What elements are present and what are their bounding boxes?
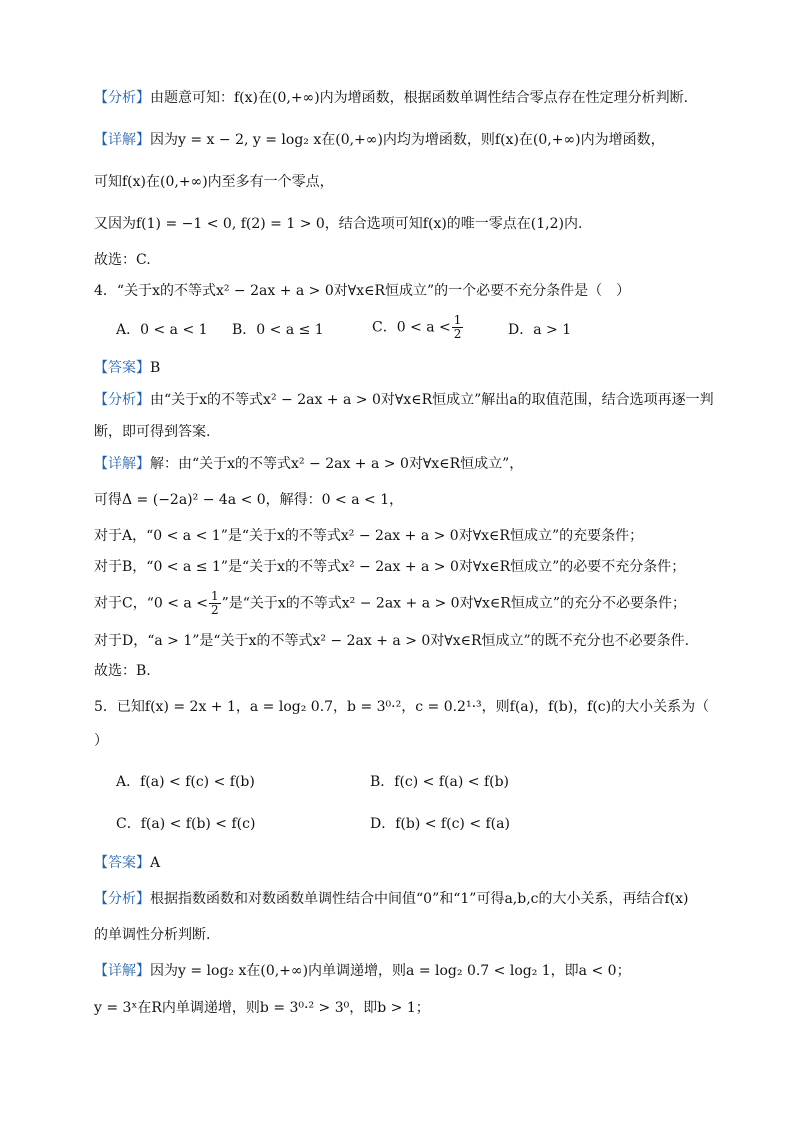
analysis-tag: 【分析】 (94, 90, 150, 106)
q4-detail-c-post: ”是“关于x的不等式x² − 2ax + a > 0对∀x∈R恒成立”的充分不必要条件； (221, 595, 686, 612)
q4-analysis-line-1 (94, 390, 714, 410)
q4-detail-text-1: 解：由“关于x的不等式x² − 2ax + a > 0对∀x∈R恒成立”， (150, 456, 524, 472)
q5-answer-line (94, 853, 160, 873)
q4-answer-value: B (150, 360, 161, 376)
q4-analysis-line-2: 断，即可得到答案. (94, 424, 211, 440)
q3-detail-text-1: 因为y = x − 2, y = log₂ x在(0,+∞)内均为增函数，则f(x)在(0,+∞)内为增函数， (150, 132, 665, 148)
fraction-numerator: 1 (210, 589, 219, 603)
fraction-denominator: 2 (453, 327, 462, 341)
q4-detail-c-pre: 对于C，“0 < a < (94, 595, 208, 612)
analysis-tag: 【分析】 (94, 392, 150, 408)
fraction-denominator: 2 (210, 603, 219, 617)
detail-tag: 【详解】 (94, 132, 150, 148)
q4-detail-c-fraction (209, 590, 221, 617)
analysis-tag: 【分析】 (94, 891, 150, 907)
q3-detail-line-1 (94, 130, 665, 150)
q5-detail-text-1: 因为y = log₂ x在(0,+∞)内单调递增，则a = log₂ 0.7 < log₂ 1，即a < 0； (150, 963, 631, 979)
q4-analysis-text-1: 由“关于x的不等式x² − 2ax + a > 0对∀x∈R恒成立”解出a的取值范围，结合选项再逐一判 (150, 392, 714, 408)
q5-option-c: C．f(a) < f(b) < f(c) (116, 816, 256, 832)
q4-detail-b: 对于B，“0 < a ≤ 1”是“关于x的不等式x² − 2ax + a > 0对∀x∈R恒成立”的必要不充分条件； (94, 559, 686, 575)
q3-detail-line-3: 又因为f(1) = −1 < 0, f(2) = 1 > 0，结合选项可知f(x)的唯一零点在(1,2)内. (94, 216, 583, 232)
q4-detail-d: 对于D，“a > 1”是“关于x的不等式x² − 2ax + a > 0对∀x∈R恒成立”的既不充分也不必要条件. (94, 633, 690, 649)
q5-stem-line-1: 5．已知f(x) = 2x + 1，a = log₂ 0.7，b = 3⁰·²，c = 0.2¹·³，则f(a)，f(b)，f(c)的大小关系为（ (94, 699, 710, 715)
q3-choose-line: 故选：C. (94, 252, 151, 268)
q4-option-c-fraction (452, 314, 464, 341)
q4-option-c-text: C．0 < a < (372, 319, 451, 336)
q5-answer-value: A (150, 855, 161, 871)
q5-analysis-line-1 (94, 889, 689, 909)
q3-analysis-line (94, 88, 688, 108)
answer-tag: 【答案】 (94, 855, 150, 871)
q5-analysis-line-2: 的单调性分析判断. (94, 927, 211, 943)
q4-option-a: A．0 < a < 1 (116, 322, 208, 338)
q3-analysis-text: 由题意可知：f(x)在(0,+∞)内为增函数，根据函数单调性结合零点存在性定理分析判断. (150, 90, 689, 106)
q5-analysis-text-1: 根据指数函数和对数函数单调性结合中间值“0”和“1”可得a,b,c的大小关系，再结合f(x) (150, 891, 689, 907)
q5-option-b: B．f(c) < f(a) < f(b) (370, 774, 510, 790)
q4-detail-line-2: 可得Δ = (−2a)² − 4a < 0，解得：0 < a < 1， (94, 492, 404, 508)
q5-detail-line-1 (94, 961, 631, 981)
q4-detail-line-1 (94, 454, 523, 474)
q4-answer-line (94, 358, 160, 378)
q4-option-b: B．0 < a ≤ 1 (232, 322, 324, 338)
fraction-numerator: 1 (453, 313, 462, 327)
q4-detail-c (94, 590, 686, 617)
detail-tag: 【详解】 (94, 963, 150, 979)
q5-stem-line-2: ） (94, 733, 108, 749)
q4-stem: 4．“关于x的不等式x² − 2ax + a > 0对∀x∈R恒成立”的一个必要不充分条件是（ ） (94, 283, 631, 299)
q5-option-d: D．f(b) < f(c) < f(a) (370, 816, 510, 832)
q4-option-d: D．a > 1 (508, 322, 572, 338)
q3-detail-line-2: 可知f(x)在(0,+∞)内至多有一个零点， (94, 174, 334, 190)
q4-choose-line: 故选：B. (94, 663, 151, 679)
q5-detail-line-2: y = 3ˣ在R内单调递增，则b = 3⁰·² > 3⁰，即b > 1； (94, 1000, 430, 1016)
q4-option-c (372, 314, 464, 341)
q5-option-a: A．f(a) < f(c) < f(b) (116, 774, 255, 790)
answer-tag: 【答案】 (94, 360, 150, 376)
q4-detail-a: 对于A，“0 < a < 1”是“关于x的不等式x² − 2ax + a > 0对∀x∈R恒成立”的充要条件； (94, 528, 644, 544)
detail-tag: 【详解】 (94, 456, 150, 472)
